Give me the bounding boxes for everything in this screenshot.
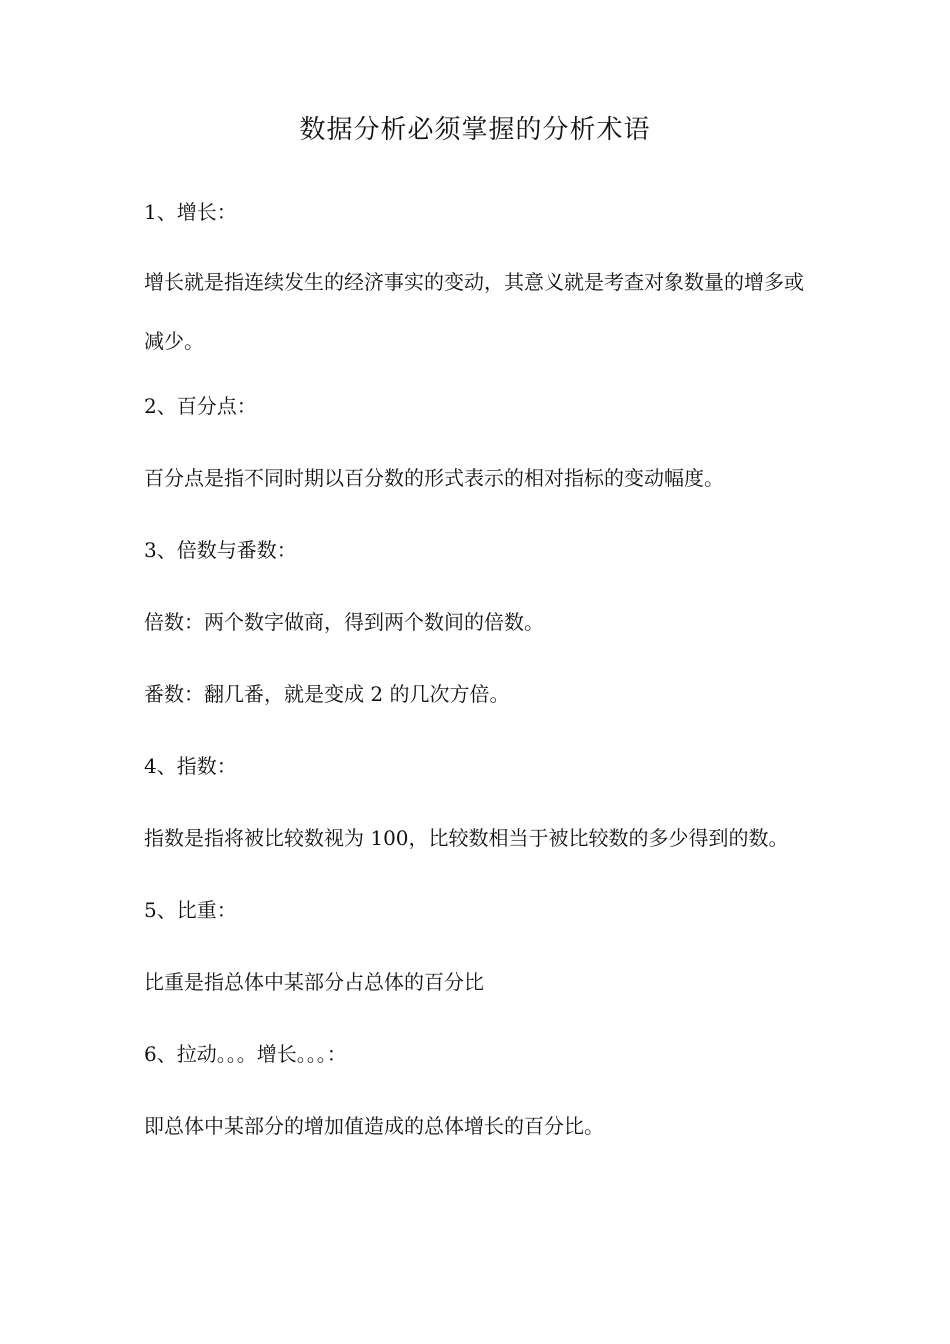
paragraph-percentage-point: 百分点是指不同时期以百分数的形式表示的相对指标的变动幅度。 (144, 466, 724, 490)
document-title: 数据分析必须掌握的分析术语 (299, 115, 651, 145)
section-heading-growth: 1、增长： (144, 200, 237, 224)
paragraph-proportion: 比重是指总体中某部分占总体的百分比 (144, 970, 484, 994)
paragraph-pull-growth: 即总体中某部分的增加值造成的总体增长的百分比。 (144, 1114, 604, 1138)
paragraph-index: 指数是指将被比较数视为 100，比较数相当于被比较数的多少得到的数。 (144, 826, 789, 850)
section-heading-percentage-point: 2、百分点： (144, 394, 257, 418)
section-heading-multiple-and-doubling: 3、倍数与番数： (144, 538, 297, 562)
paragraph-doubling: 番数：翻几番，就是变成 2 的几次方倍。 (144, 682, 510, 706)
section-heading-pull-growth: 6、拉动。。。增长。。。： (144, 1042, 347, 1066)
paragraph-growth: 增长就是指连续发生的经济事实的变动，其意义就是考查对象数量的增多或减少。 (144, 270, 804, 353)
section-heading-proportion: 5、比重： (144, 898, 237, 922)
paragraph-multiple: 倍数：两个数字做商，得到两个数间的倍数。 (144, 610, 544, 634)
section-heading-index: 4、指数： (144, 754, 237, 778)
